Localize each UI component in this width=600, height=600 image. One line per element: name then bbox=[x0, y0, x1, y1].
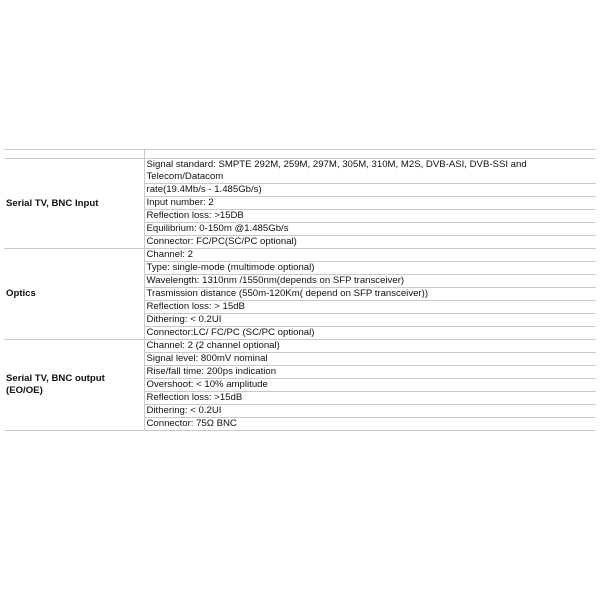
table-row bbox=[4, 340, 596, 353]
spec-value: Reflection loss: >15DB bbox=[144, 210, 596, 223]
spec-value: Connector: FC/PC(SC/PC optional) bbox=[144, 236, 596, 249]
spec-value: Channel: 2 (2 channel optional) bbox=[144, 340, 596, 353]
spec-value: Reflection loss: >15dB bbox=[144, 392, 596, 405]
spec-value: Equilibrium: 0-150m @1.485Gb/s bbox=[144, 223, 596, 236]
table-top-spacer bbox=[4, 150, 596, 159]
spec-value: Overshoot: < 10% amplitude bbox=[144, 379, 596, 392]
section-label: Serial TV, BNC output (EO/OE) bbox=[4, 340, 144, 431]
spec-value: Connector: 75Ω BNC bbox=[144, 418, 596, 431]
spec-value: Input number: 2 bbox=[144, 197, 596, 210]
section-label: Serial TV, BNC Input bbox=[4, 159, 144, 249]
section-label: Optics bbox=[4, 249, 144, 340]
spec-value: Dithering: < 0.2UI bbox=[144, 314, 596, 327]
spec-value: Type: single-mode (multimode optional) bbox=[144, 262, 596, 275]
spec-value: Trasmission distance (550m-120Km( depend on SFP transceiver)) bbox=[144, 288, 596, 301]
spec-value: rate(19.4Mb/s - 1.485Gb/s) bbox=[144, 184, 596, 197]
spec-value: Signal standard: SMPTE 292M, 259M, 297M, 305M, 310M, M2S, DVB-ASI, DVB-SSI and Telecom/Datacom bbox=[144, 159, 596, 184]
spec-value: Rise/fall time: 200ps indication bbox=[144, 366, 596, 379]
spec-value: Dithering: < 0.2UI bbox=[144, 405, 596, 418]
spec-value: Wavelength: 1310nm /1550nm(depends on SFP transceiver) bbox=[144, 275, 596, 288]
table-row bbox=[4, 159, 596, 184]
spec-value: Channel: 2 bbox=[144, 249, 596, 262]
spec-table bbox=[4, 149, 596, 431]
spec-value: Signal level: 800mV nominal bbox=[144, 353, 596, 366]
table-row bbox=[4, 249, 596, 262]
spec-value: Connector:LC/ FC/PC (SC/PC optional) bbox=[144, 327, 596, 340]
spec-value: Reflection loss: > 15dB bbox=[144, 301, 596, 314]
